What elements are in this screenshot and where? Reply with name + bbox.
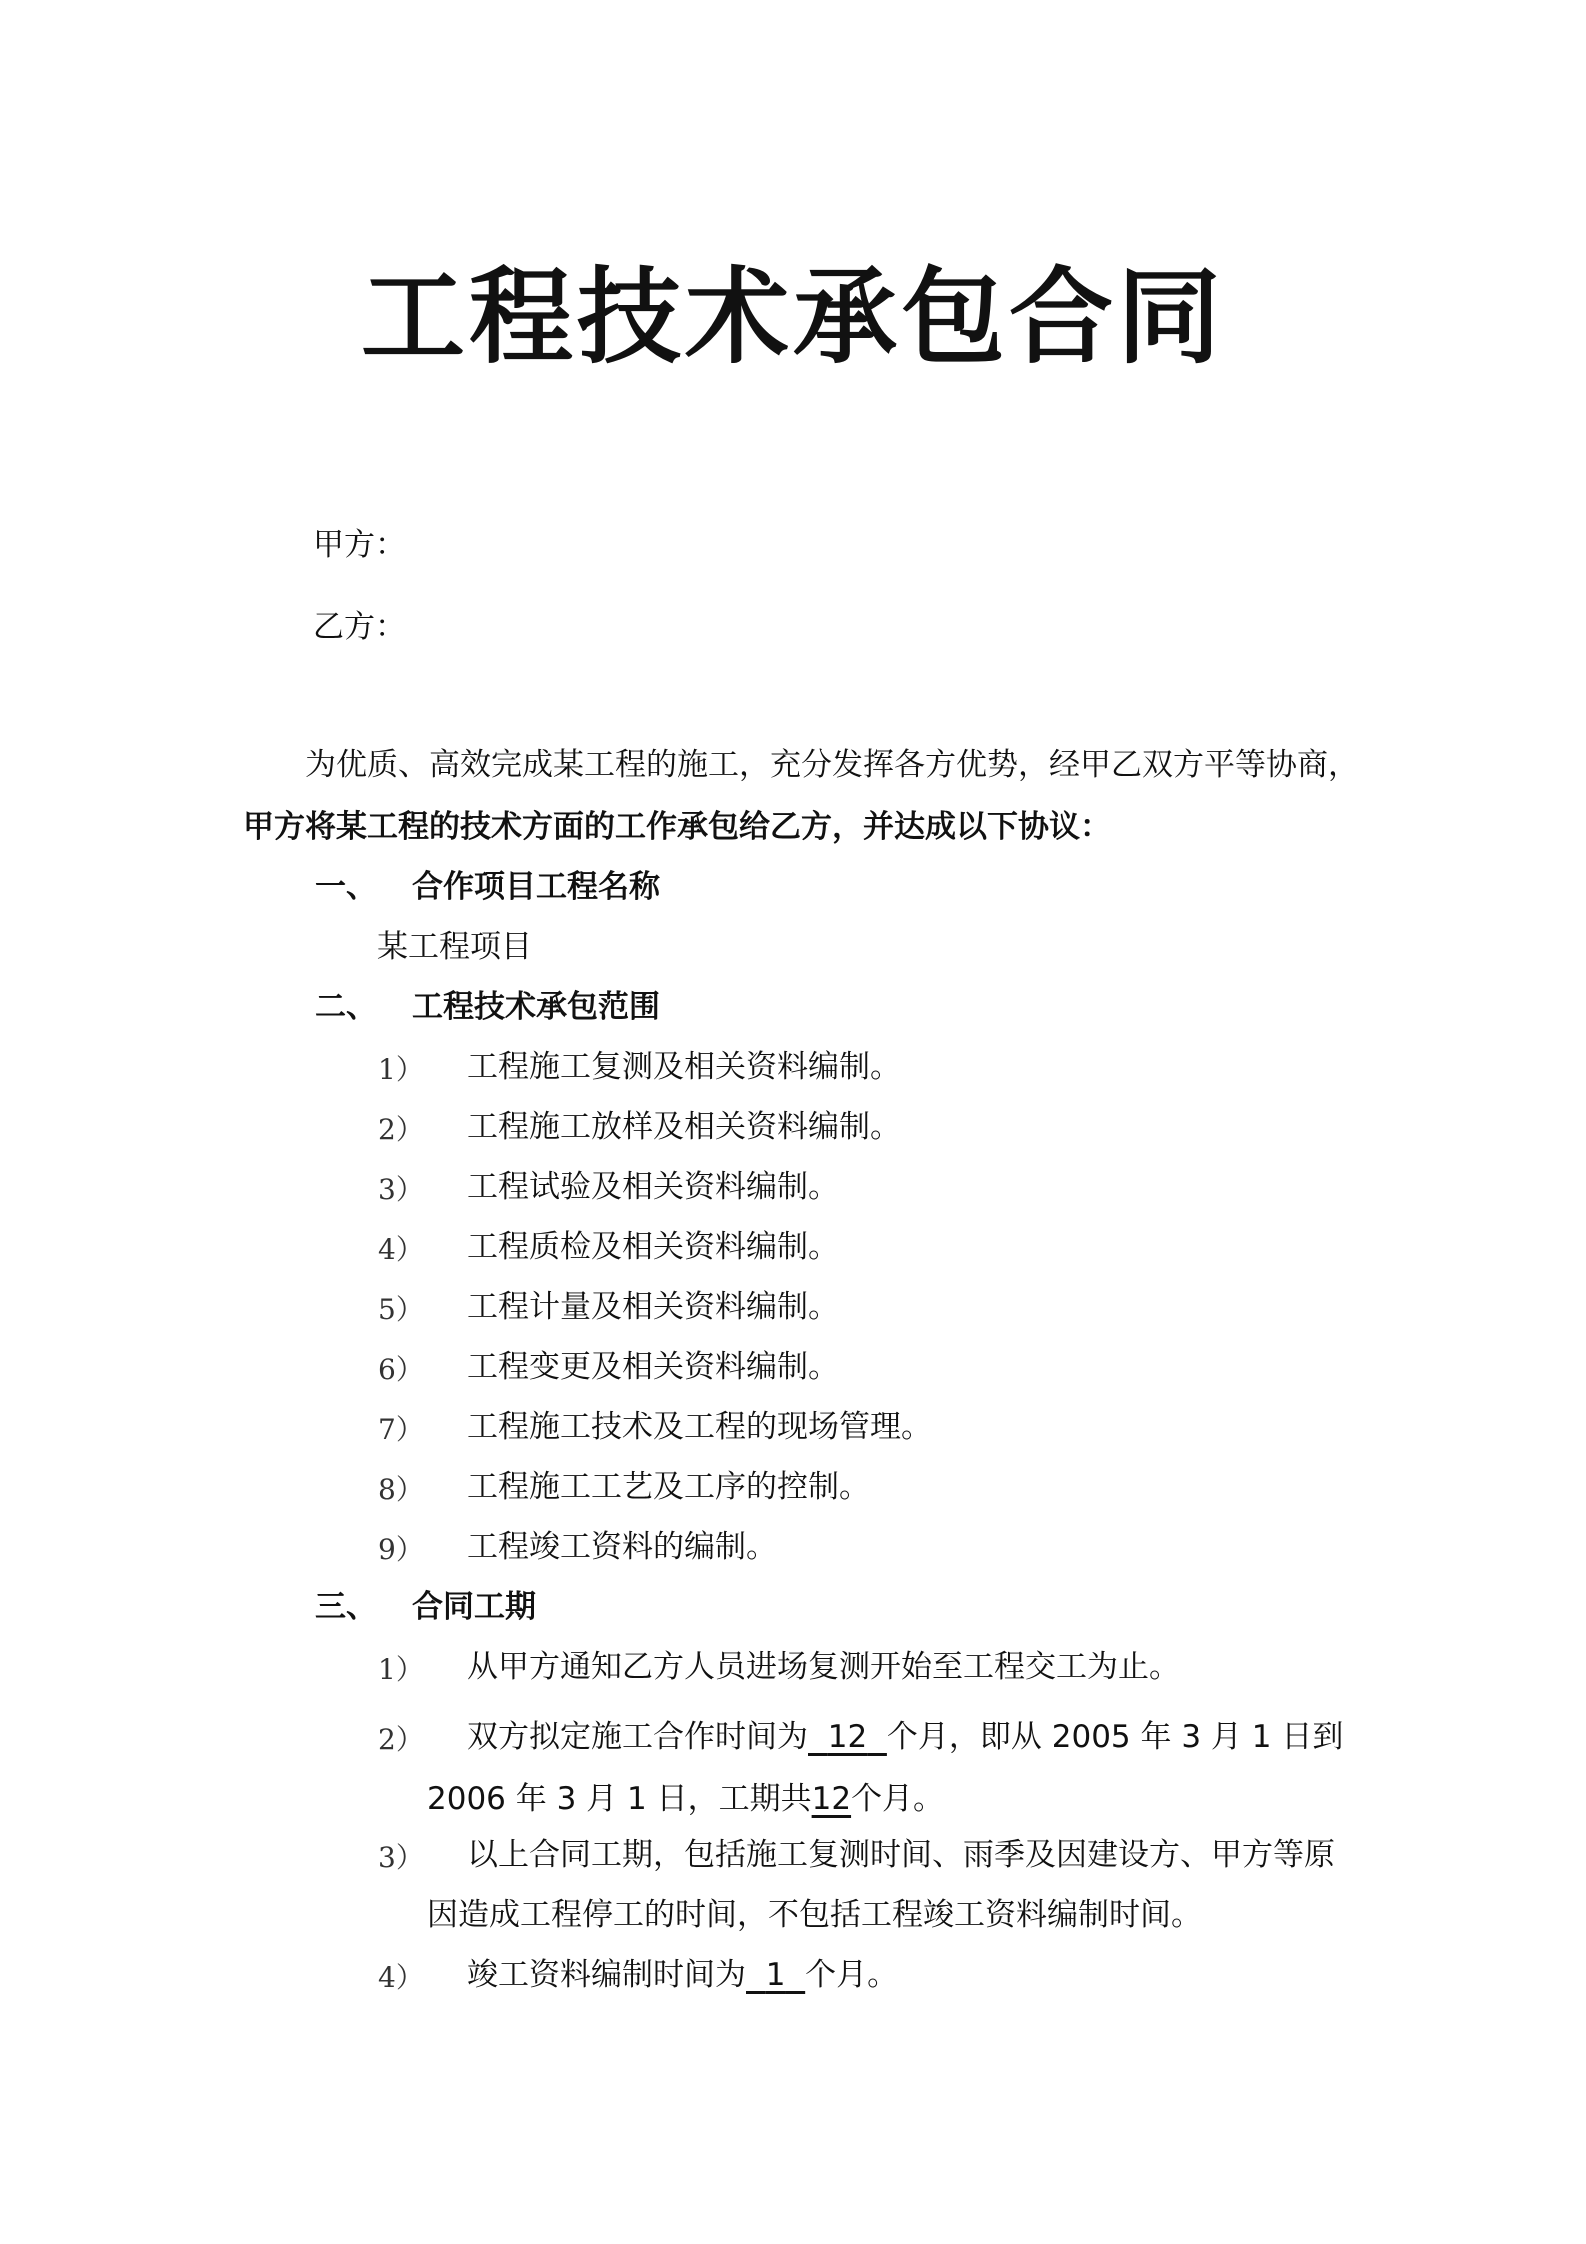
intro-line-2: 甲方将某工程的技术方面的工作承包给乙方，并达成以下协议：	[243, 809, 1111, 845]
list-number: 4）	[378, 1961, 424, 1994]
months-value: 1	[765, 1957, 786, 1993]
party-b-label: 乙方：	[313, 609, 406, 645]
list-number: 9）	[378, 1533, 424, 1566]
list-number: 6）	[378, 1353, 424, 1386]
intro-line-1: 为优质、高效完成某工程的施工，充分发挥各方优势，经甲乙双方平等协商，	[305, 747, 1359, 783]
list-item: 工程竣工资料的编制。	[467, 1529, 777, 1565]
term-line	[467, 1954, 898, 1996]
term-text: 双方拟定施工合作时间为	[467, 1719, 808, 1755]
term-text: 竣工资料编制时间为	[467, 1957, 746, 1993]
list-item: 工程质检及相关资料编制。	[467, 1229, 839, 1265]
list-number: 1）	[378, 1053, 424, 1086]
list-number: 1）	[378, 1653, 424, 1686]
section-2-number: 二、	[315, 989, 377, 1025]
term-text: 个月。	[851, 1781, 945, 1817]
list-item: 工程施工技术及工程的现场管理。	[467, 1409, 932, 1445]
list-number: 3）	[378, 1841, 424, 1874]
list-item: 以上合同工期，包括施工复测时间、雨季及因建设方、甲方等原	[467, 1837, 1335, 1873]
list-number: 5）	[378, 1293, 424, 1326]
section-2-heading: 工程技术承包范围	[412, 989, 660, 1025]
term-line-1	[467, 1716, 1343, 1758]
list-item: 工程试验及相关资料编制。	[467, 1169, 839, 1205]
section-1-heading: 合作项目工程名称	[412, 869, 660, 905]
section-1-number: 一、	[315, 869, 377, 905]
party-a-label: 甲方：	[313, 527, 406, 563]
list-number: 7）	[378, 1413, 424, 1446]
list-item: 工程计量及相关资料编制。	[467, 1289, 839, 1325]
section-3-heading: 合同工期	[412, 1589, 536, 1625]
list-number: 3）	[378, 1173, 424, 1206]
section-3-number: 三、	[315, 1589, 377, 1625]
list-number: 2）	[378, 1723, 424, 1756]
term-text: 2006 年 3 月 1 日，工期共	[427, 1781, 812, 1817]
list-item-continued: 因造成工程停工的时间，不包括工程竣工资料编制时间。	[427, 1897, 1202, 1933]
list-item: 工程施工复测及相关资料编制。	[467, 1049, 901, 1085]
list-item: 工程施工放样及相关资料编制。	[467, 1109, 901, 1145]
document-title: 工程技术承包合同	[360, 256, 1225, 378]
section-1-body: 某工程项目	[377, 929, 532, 965]
list-number: 4）	[378, 1233, 424, 1266]
months-blank	[746, 1957, 805, 1993]
months-blank: 12	[811, 1781, 852, 1817]
list-item: 工程施工工艺及工序的控制。	[467, 1469, 870, 1505]
term-text: 个月。	[805, 1957, 899, 1993]
list-item: 工程变更及相关资料编制。	[467, 1349, 839, 1385]
term-line-2	[427, 1778, 944, 1820]
months-blank	[808, 1719, 887, 1755]
list-number: 8）	[378, 1473, 424, 1506]
list-number: 2）	[378, 1113, 424, 1146]
term-text: 个月，即从 2005 年 3 月 1 日到	[886, 1719, 1344, 1755]
months-value: 12	[827, 1719, 868, 1755]
list-item: 从甲方通知乙方人员进场复测开始至工程交工为止。	[467, 1649, 1180, 1685]
